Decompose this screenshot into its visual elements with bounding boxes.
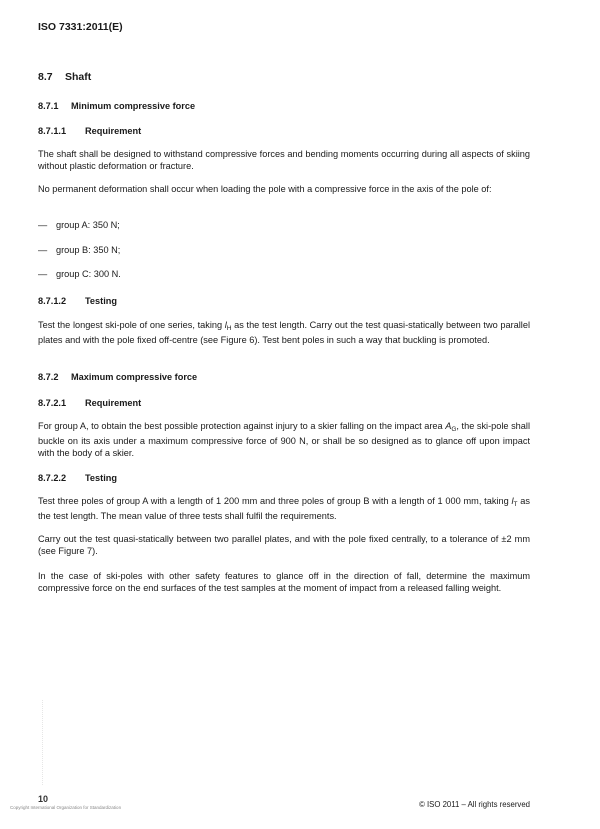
heading-title: Shaft: [65, 71, 92, 83]
heading-title: Testing: [85, 296, 117, 306]
subscript: T: [513, 501, 518, 508]
list-item-text: group A: 350 N;: [56, 220, 120, 230]
heading-title: Testing: [85, 473, 117, 483]
list-item: [38, 245, 120, 255]
dash: —: [38, 245, 48, 255]
dash: —: [38, 220, 48, 230]
subscript: H: [226, 325, 232, 332]
paragraph: In the case of ski-poles with other safety features to glance off in the direction of fall, determine the maximum compressive force on the end surfaces of the test samples at the moment of impact from a released falling weight.: [38, 571, 530, 593]
heading-title: Maximum compressive force: [71, 372, 198, 382]
standard-header: ISO 7331:2011(E): [38, 21, 123, 33]
paragraph: The shaft shall be designed to withstand compressive forces and bending moments occurring during all aspects of skiing without plastic deformation or fracture.: [38, 149, 530, 171]
symbol: l: [511, 496, 514, 506]
page-number: 10: [38, 794, 49, 804]
heading-title: Minimum compressive force: [71, 101, 196, 111]
paragraph: [38, 320, 530, 347]
text-run: Test three poles of group A with a length of 1 200 mm and three poles of group B with a length of 1 000 mm, taking: [38, 496, 512, 506]
heading-8-7-2-2: [38, 473, 117, 483]
list-item: [38, 220, 120, 230]
paragraph: Carry out the test quasi-statically between two parallel plates, and with the pole fixed centrally, to a tolerance of ±2 mm (see Figure 7).: [38, 534, 530, 556]
heading-8-7-2-1: [38, 398, 141, 408]
heading-number: 8.7.1.2: [38, 296, 67, 306]
heading-number: 8.7.2.2: [38, 473, 67, 483]
dash: —: [38, 269, 48, 279]
text-run: , the ski-pole shall buckle on its axis under a maximum compressive force of 900 N, or shall be so designed as to glance off upon impact with the body of a skier.: [38, 421, 530, 458]
heading-8-7: [38, 71, 91, 83]
copyright-notice: © ISO 2011 – All rights reserved: [419, 800, 530, 809]
heading-number: 8.7.2.1: [38, 398, 67, 408]
heading-number: 8.7.1.1: [38, 126, 67, 136]
heading-title: Requirement: [85, 126, 142, 136]
heading-number: 8.7.2: [38, 372, 59, 382]
text-run: Test the longest ski-pole of one series, taking: [38, 320, 225, 330]
footer-notice: Copyright International Organization for Standardization: [10, 805, 122, 810]
heading-number: 8.7.1: [38, 101, 59, 111]
text-run: For group A, to obtain the best possible protection against injury to a skier falling on the impact area: [38, 421, 446, 431]
list-item-text: group B: 350 N;: [56, 245, 121, 255]
heading-8-7-1: [38, 101, 195, 111]
paragraph: No permanent deformation shall occur when loading the pole with a compressive force in the axis of the pole of:: [38, 184, 492, 194]
heading-8-7-2: [38, 372, 197, 382]
list-item: [38, 269, 121, 279]
list-item-text: group C: 300 N.: [56, 269, 121, 279]
paragraph: [38, 421, 530, 459]
subscript: G: [451, 426, 457, 433]
text-run: as the test length. The mean value of three tests shall fulfil the requirements.: [38, 496, 530, 521]
margin-watermark: [42, 700, 44, 785]
symbol: l: [224, 320, 227, 330]
symbol: A: [445, 421, 452, 431]
heading-8-7-1-1: [38, 126, 141, 136]
heading-title: Requirement: [85, 398, 142, 408]
heading-8-7-1-2: [38, 296, 117, 306]
text-run: as the test length. Carry out the test quasi-statically between two parallel plates and with the pole fixed off-centre (see Figure 6). Test bent poles in such a way that buckling is promoted.: [38, 320, 530, 345]
heading-number: 8.7: [38, 71, 53, 83]
paragraph: [38, 496, 530, 523]
